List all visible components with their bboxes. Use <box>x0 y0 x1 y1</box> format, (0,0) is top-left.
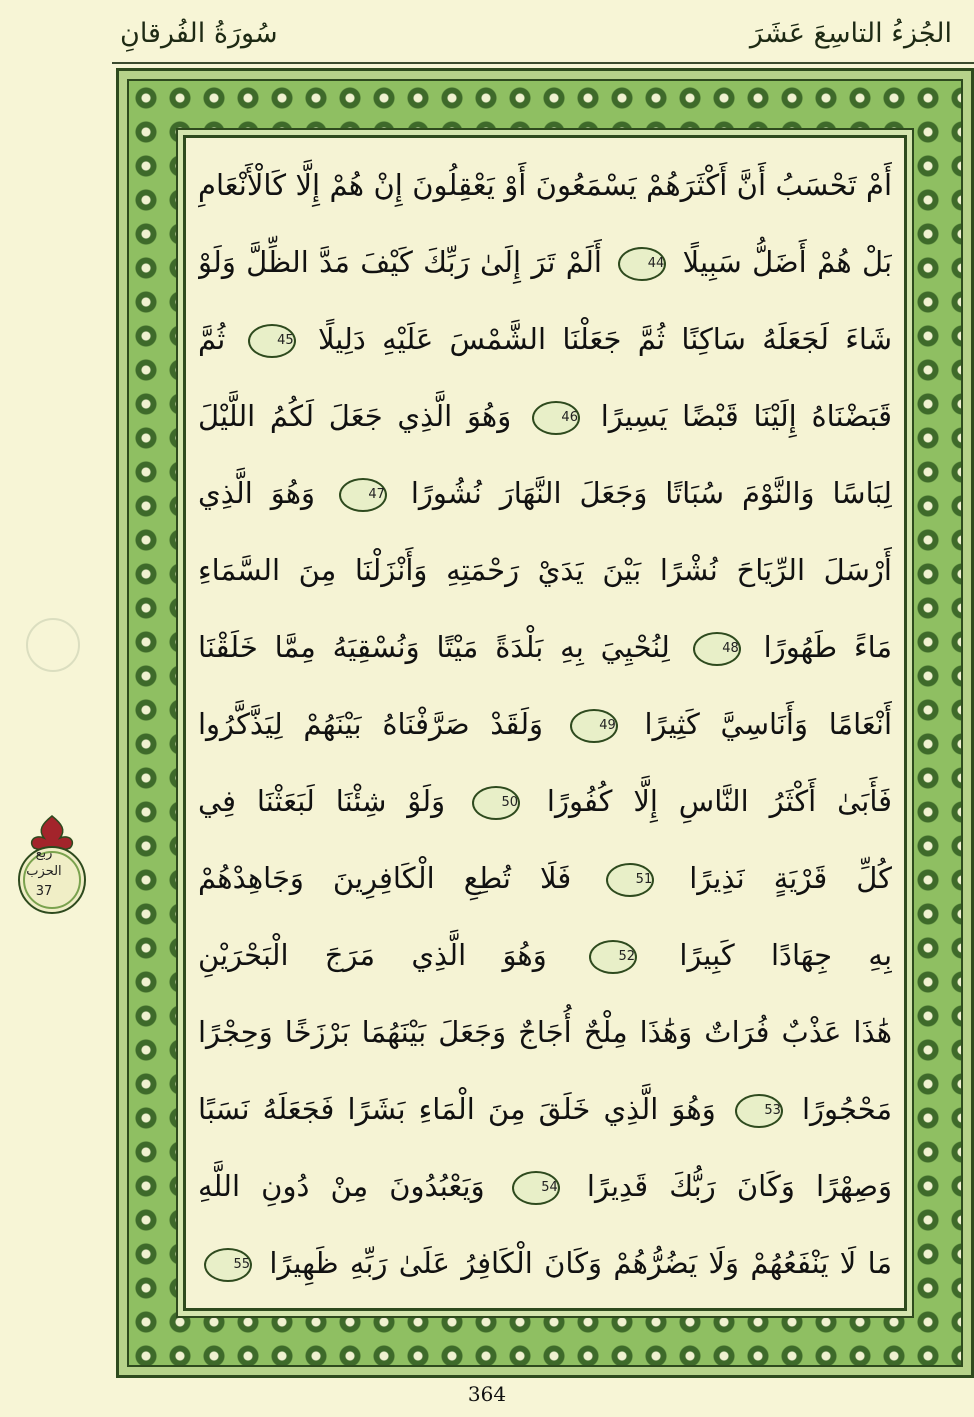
verse-line <box>198 614 892 680</box>
verse-text: لِنُحْيِيَ بِهِ بَلْدَةً مَيْتًا وَنُسْقِيَهُ مِمَّا خَلَقْنَا <box>198 630 670 664</box>
verse-text: وَلَوْ شِئْنَا لَبَعَثْنَا فِي <box>198 784 446 818</box>
verse-text: ثُمَّ <box>198 322 226 356</box>
ayah-marker: 44 <box>618 247 666 281</box>
text-panel <box>183 135 907 1311</box>
hizb-label-1: ربع <box>35 846 53 861</box>
surah-title: سُورَةُ الفُرقانِ <box>120 18 278 49</box>
verse-text: أَرْسَلَ الرِّيَاحَ نُشْرًا بَيْنَ يَدَيْ رَحْمَتِهِ وَأَنْزَلْنَا مِنَ السَّمَاءِ <box>198 553 892 587</box>
ayah-marker: 52 <box>589 940 637 974</box>
verse-text: وَصِهْرًا وَكَانَ رَبُّكَ قَدِيرًا <box>586 1169 892 1203</box>
verse-line <box>198 152 892 218</box>
ayah-marker: 48 <box>693 632 741 666</box>
ayah-marker: 54 <box>512 1171 560 1205</box>
verse-text: وَهُوَ الَّذِي خَلَقَ مِنَ الْمَاءِ بَشَرًا فَجَعَلَهُ نَسَبًا <box>198 1092 716 1126</box>
verse-text: هَٰذَا عَذْبٌ فُرَاتٌ وَهَٰذَا مِلْحٌ أُجَاجٌ وَجَعَلَ بَيْنَهُمَا بَرْزَخًا وَحِجْرًا <box>198 1015 892 1049</box>
header-rule <box>112 62 974 64</box>
ayah-marker: 47 <box>339 478 387 512</box>
juz-title: الجُزءُ التاسِعَ عَشَرَ <box>749 18 952 49</box>
margin-ornament-icon <box>26 618 80 672</box>
verse-line <box>198 1153 892 1219</box>
ayah-marker: 45 <box>248 324 296 358</box>
verse-text: كُلِّ قَرْيَةٍ نَذِيرًا <box>689 861 892 895</box>
verse-line <box>198 922 892 988</box>
verse-text: بَلْ هُمْ أَضَلُّ سَبِيلًا <box>682 245 892 279</box>
verse-text: أَمْ تَحْسَبُ أَنَّ أَكْثَرَهُمْ يَسْمَعُونَ أَوْ يَعْقِلُونَ إِنْ هُمْ إِلَّا كَالْأَنْعَامِ <box>198 168 892 202</box>
ayah-marker: 51 <box>606 863 654 897</box>
verse-text: وَهُوَ الَّذِي مَرَجَ الْبَحْرَيْنِ <box>198 938 547 972</box>
verse-line <box>198 306 892 372</box>
verse-line <box>198 999 892 1065</box>
verse-line <box>198 768 892 834</box>
ayah-marker: 50 <box>472 786 520 820</box>
verse-text: فَأَبَىٰ أَكْثَرُ النَّاسِ إِلَّا كُفُورًا <box>546 784 892 818</box>
hizb-label-2: الحزب <box>26 864 62 879</box>
verse-text: وَهُوَ الَّذِي جَعَلَ لَكُمُ اللَّيْلَ <box>198 399 512 433</box>
ayah-marker: 55 <box>204 1248 252 1282</box>
ayah-marker: 53 <box>735 1094 783 1128</box>
verse-text: قَبَضْنَاهُ إِلَيْنَا قَبْضًا يَسِيرًا <box>600 399 892 433</box>
verse-text: شَاءَ لَجَعَلَهُ سَاكِنًا ثُمَّ جَعَلْنَا الشَّمْسَ عَلَيْهِ دَلِيلًا <box>317 322 892 356</box>
verse-text: أَلَمْ تَرَ إِلَىٰ رَبِّكَ كَيْفَ مَدَّ الظِّلَّ وَلَوْ <box>198 245 602 279</box>
verse-line <box>198 229 892 295</box>
verse-text: فَلَا تُطِعِ الْكَافِرِينَ وَجَاهِدْهُمْ <box>198 861 572 895</box>
page-number: 364 <box>467 1382 507 1406</box>
hizb-number: 37 <box>35 884 53 899</box>
verse-text: وَيَعْبُدُونَ مِنْ دُونِ اللَّهِ <box>198 1169 485 1203</box>
verse-text: لِبَاسًا وَالنَّوْمَ سُبَاتًا وَجَعَلَ النَّهَارَ نُشُورًا <box>410 476 892 510</box>
verse-text: بِهِ جِهَادًا كَبِيرًا <box>679 938 892 972</box>
verse-text: مَحْجُورًا <box>802 1092 892 1126</box>
verse-line <box>198 845 892 911</box>
verse-line <box>198 1230 892 1296</box>
verse-text: أَنْعَامًا وَأَنَاسِيَّ كَثِيرًا <box>644 707 892 741</box>
verse-text: وَلَقَدْ صَرَّفْنَاهُ بَيْنَهُمْ لِيَذَّكَّرُوا <box>198 707 544 741</box>
verse-line <box>198 537 892 603</box>
verse-text: مَاءً طَهُورًا <box>763 630 892 664</box>
verse-line <box>198 383 892 449</box>
page-frame <box>116 68 974 1378</box>
verse-text: مَا لَا يَنْفَعُهُمْ وَلَا يَضُرُّهُمْ وَكَانَ الْكَافِرُ عَلَىٰ رَبِّهِ ظَهِيرًا <box>269 1246 892 1280</box>
verse-line <box>198 1076 892 1142</box>
verse-line <box>198 460 892 526</box>
verse-text-block <box>198 152 892 1296</box>
ayah-marker: 46 <box>532 401 580 435</box>
verse-text: وَهُوَ الَّذِي <box>198 476 315 510</box>
verse-line <box>198 691 892 757</box>
ayah-marker: 49 <box>570 709 618 743</box>
